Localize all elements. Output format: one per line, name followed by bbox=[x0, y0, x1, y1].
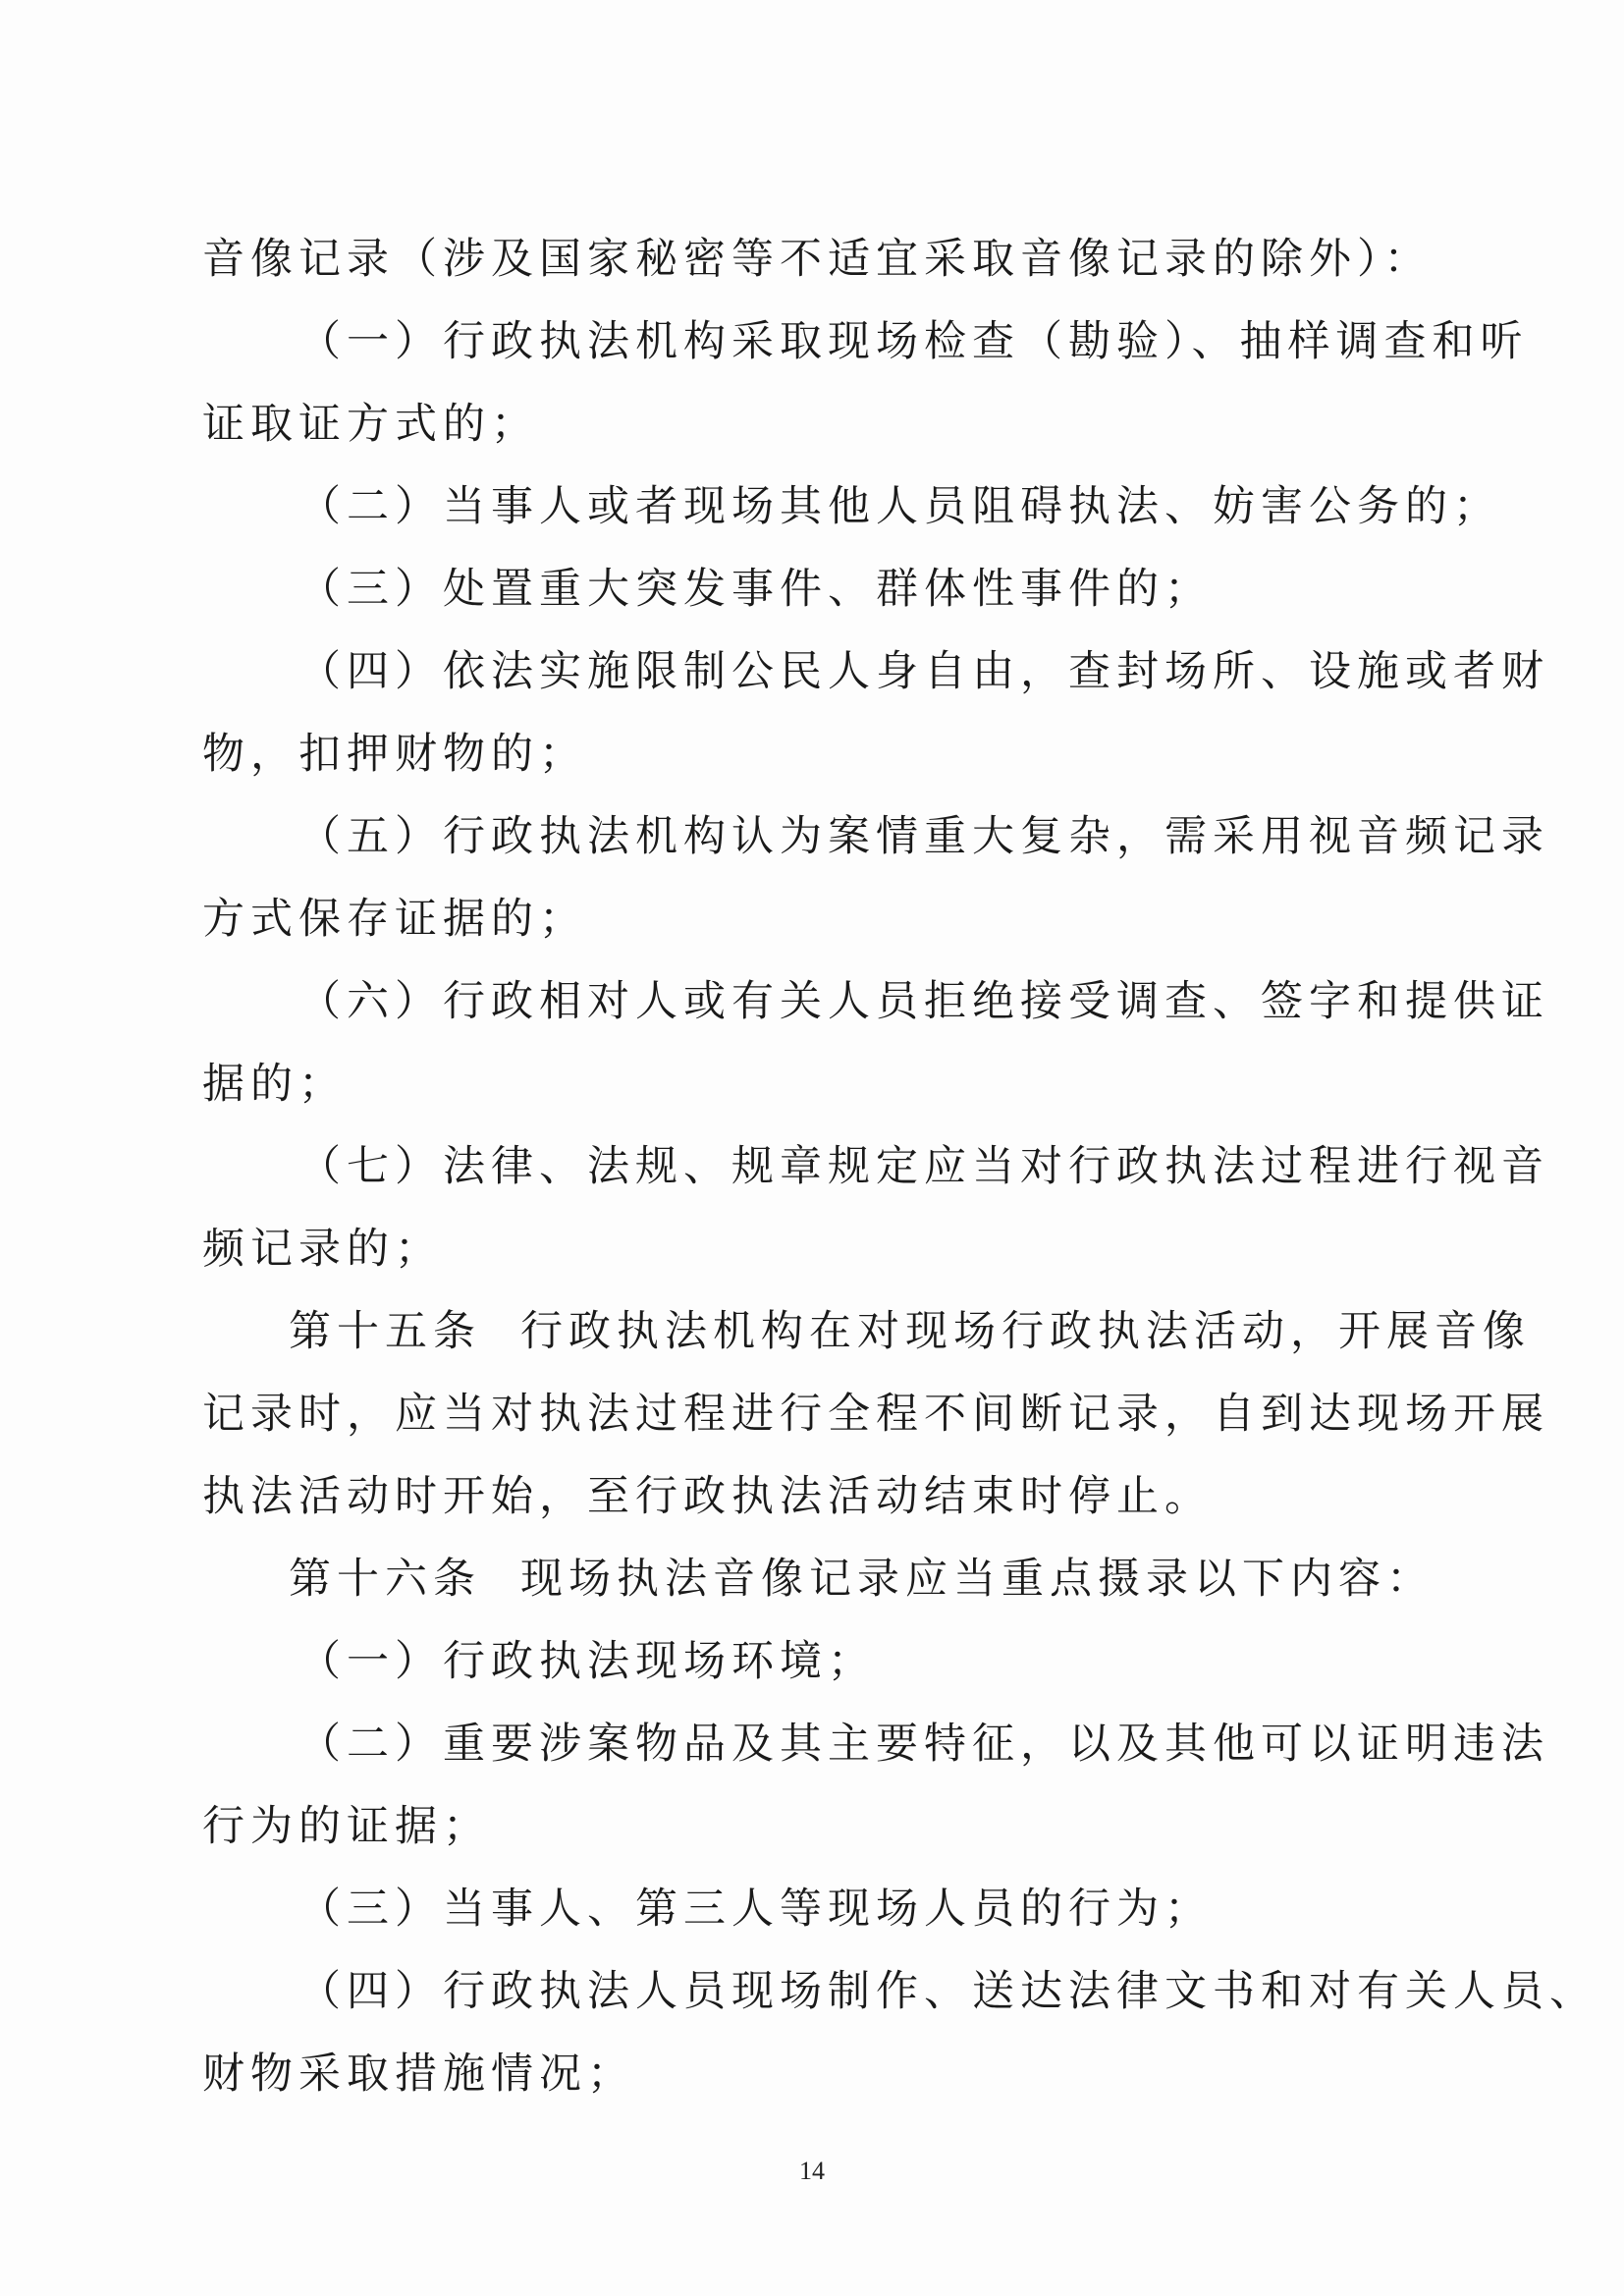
text-line: 方式保存证据的； bbox=[202, 895, 587, 944]
text-line: （三）当事人、第三人等现场人员的行为； bbox=[298, 1885, 1213, 1934]
text-line: 记录时，应当对执法过程进行全程不间断记录，自到达现场开展 bbox=[202, 1390, 1549, 1439]
text-line: （二）当事人或者现场其他人员阻碍执法、妨害公务的； bbox=[298, 482, 1501, 531]
text-line: 频记录的； bbox=[202, 1225, 443, 1274]
text-line: （一）行政执法现场环境； bbox=[298, 1637, 876, 1686]
article-16-line bbox=[202, 1538, 1435, 1620]
text-line: （二）重要涉案物品及其主要特征，以及其他可以证明违法 bbox=[298, 1720, 1549, 1769]
page-number: 14 bbox=[799, 2157, 825, 2185]
text-line: 行为的证据； bbox=[202, 1802, 491, 1851]
text-line: （六）行政相对人或有关人员拒绝接受调查、签字和提供证 bbox=[298, 977, 1549, 1026]
text-line: 财物采取措施情况； bbox=[202, 2050, 635, 2099]
text-line: （四）依法实施限制公民人身自由，查封场所、设施或者财 bbox=[298, 647, 1549, 696]
text-line: （七）法律、法规、规章规定应当对行政执法过程进行视音 bbox=[298, 1142, 1549, 1191]
text-line: （四）行政执法人员现场制作、送达法律文书和对有关人员、 bbox=[298, 1967, 1597, 2016]
article-15-line bbox=[202, 1290, 1531, 1373]
article-label: 第十五条 bbox=[289, 1307, 481, 1356]
text-line: （五）行政执法机构认为案情重大复杂，需采用视音频记录 bbox=[298, 812, 1549, 861]
article-label: 第十六条 bbox=[289, 1555, 481, 1604]
article-text: 现场执法音像记录应当重点摄录以下内容： bbox=[520, 1555, 1435, 1604]
text-line: 证取证方式的； bbox=[202, 400, 539, 449]
text-line: （三）处置重大突发事件、群体性事件的； bbox=[298, 565, 1213, 614]
text-line: 据的； bbox=[202, 1060, 347, 1109]
article-text: 行政执法机构在对现场行政执法活动，开展音像 bbox=[520, 1307, 1531, 1356]
document-body bbox=[202, 218, 1597, 2115]
text-line: 物，扣押财物的； bbox=[202, 730, 587, 779]
text-line: 执法活动时开始，至行政执法活动结束时停止。 bbox=[202, 1472, 1213, 1521]
text-line: （一）行政执法机构采取现场检查（勘验）、抽样调查和听 bbox=[298, 317, 1529, 366]
text-line: 音像记录（涉及国家秘密等不适宜采取音像记录的除外）： bbox=[202, 235, 1433, 284]
